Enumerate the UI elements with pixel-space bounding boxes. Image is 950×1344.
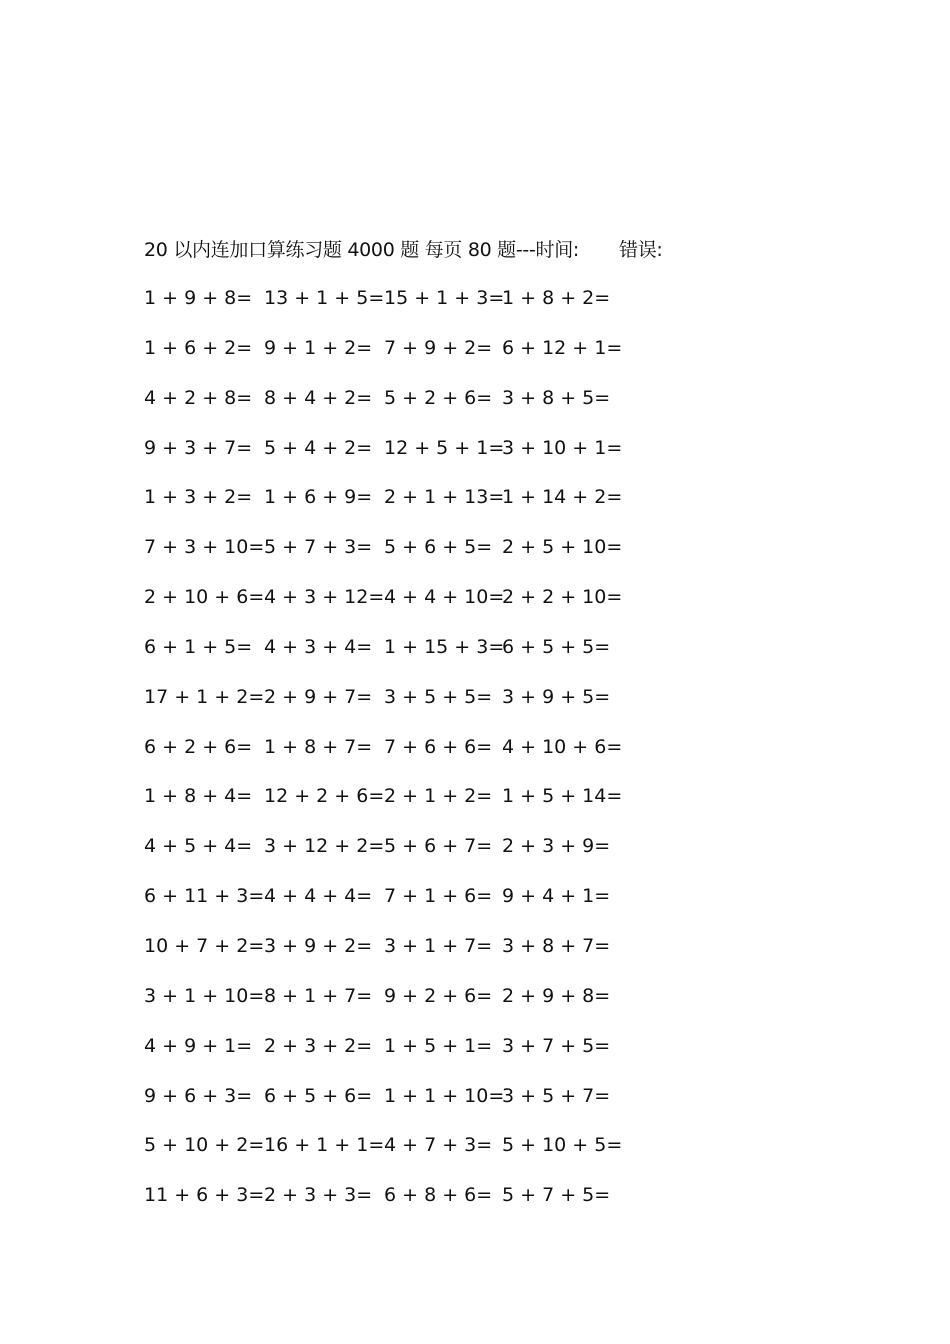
problem-item: 1 + 6 + 2= xyxy=(144,336,253,359)
problem-item: 6 + 2 + 6= xyxy=(144,735,253,758)
problem-item: 2 + 1 + 2= xyxy=(384,785,493,808)
problem-item: 6 + 12 + 1= xyxy=(502,336,623,359)
problem-item: 1 + 3 + 2= xyxy=(144,486,253,509)
problem-item: 1 + 8 + 2= xyxy=(502,287,611,309)
problem-item: 9 + 6 + 3= xyxy=(144,1084,253,1107)
problem-item: 9 + 1 + 2= xyxy=(264,336,373,359)
problem-item: 10 + 7 + 2= xyxy=(144,934,265,957)
problem-item: 3 + 8 + 7= xyxy=(502,934,611,957)
problem-row xyxy=(144,733,644,783)
problem-row xyxy=(144,434,644,484)
problem-item: 4 + 3 + 4= xyxy=(264,635,373,658)
problem-item: 3 + 1 + 7= xyxy=(384,934,493,957)
problem-item: 7 + 1 + 6= xyxy=(384,885,493,908)
problem-row xyxy=(144,284,644,334)
title-text: 20 以内连加口算练习题 4000 题 每页 80 题---时间: xyxy=(144,239,580,261)
problem-item: 6 + 1 + 5= xyxy=(144,635,253,658)
problem-item: 9 + 2 + 6= xyxy=(384,984,493,1007)
problem-item: 1 + 8 + 4= xyxy=(144,785,253,808)
problem-item: 3 + 8 + 5= xyxy=(502,386,611,409)
problem-item: 6 + 8 + 6= xyxy=(384,1184,493,1207)
problem-row xyxy=(144,932,644,982)
problem-item: 5 + 6 + 5= xyxy=(384,536,493,559)
problem-item: 2 + 3 + 3= xyxy=(264,1184,373,1207)
problem-item: 12 + 5 + 1= xyxy=(384,436,505,459)
problem-row xyxy=(144,1082,644,1132)
problem-item: 17 + 1 + 2= xyxy=(144,685,265,708)
problem-item: 3 + 5 + 7= xyxy=(502,1084,611,1107)
problem-item: 1 + 8 + 7= xyxy=(264,735,373,758)
problem-item: 5 + 10 + 2= xyxy=(144,1134,265,1157)
problem-item: 1 + 5 + 1= xyxy=(384,1034,493,1057)
problem-item: 4 + 2 + 8= xyxy=(144,386,253,409)
problem-item: 1 + 5 + 14= xyxy=(502,785,623,808)
problem-row xyxy=(144,882,644,932)
problem-item: 1 + 1 + 10= xyxy=(384,1084,505,1107)
problem-row xyxy=(144,832,644,882)
problem-item: 1 + 14 + 2= xyxy=(502,486,623,509)
problem-item: 6 + 11 + 3= xyxy=(144,885,265,908)
problem-item: 7 + 6 + 6= xyxy=(384,735,493,758)
problem-item: 7 + 3 + 10= xyxy=(144,536,265,559)
problem-item: 5 + 10 + 5= xyxy=(502,1134,623,1157)
problem-row xyxy=(144,683,644,733)
problem-item: 8 + 4 + 2= xyxy=(264,386,373,409)
problem-item: 2 + 3 + 9= xyxy=(502,835,611,858)
problem-item: 2 + 9 + 7= xyxy=(264,685,373,708)
problem-item: 2 + 2 + 10= xyxy=(502,586,623,609)
problem-item: 1 + 15 + 3= xyxy=(384,635,505,658)
problem-item: 2 + 10 + 6= xyxy=(144,586,265,609)
problem-item: 3 + 10 + 1= xyxy=(502,436,623,459)
problem-item: 4 + 3 + 12= xyxy=(264,586,385,609)
problem-item: 4 + 9 + 1= xyxy=(144,1034,253,1057)
problem-item: 2 + 9 + 8= xyxy=(502,984,611,1007)
problem-item: 5 + 4 + 2= xyxy=(264,436,373,459)
problem-row xyxy=(144,483,644,533)
problem-item: 4 + 7 + 3= xyxy=(384,1134,493,1157)
problem-item: 3 + 9 + 5= xyxy=(502,685,611,708)
problem-row xyxy=(144,533,644,583)
problem-item: 3 + 1 + 10= xyxy=(144,984,265,1007)
problem-item: 1 + 9 + 8= xyxy=(144,287,253,309)
problem-item: 4 + 10 + 6= xyxy=(502,735,623,758)
problem-item: 1 + 6 + 9= xyxy=(264,486,373,509)
problem-item: 12 + 2 + 6= xyxy=(264,785,385,808)
problem-item: 2 + 3 + 2= xyxy=(264,1034,373,1057)
problem-item: 8 + 1 + 7= xyxy=(264,984,373,1007)
problem-item: 5 + 6 + 7= xyxy=(384,835,493,858)
problem-row xyxy=(144,384,644,434)
problem-item: 7 + 9 + 2= xyxy=(384,336,493,359)
problem-grid xyxy=(144,284,644,1231)
problem-item: 15 + 1 + 3= xyxy=(384,287,505,309)
problem-item: 11 + 6 + 3= xyxy=(144,1184,265,1207)
problem-row xyxy=(144,1131,644,1181)
problem-item: 3 + 9 + 2= xyxy=(264,934,373,957)
problem-item: 6 + 5 + 6= xyxy=(264,1084,373,1107)
problem-row xyxy=(144,982,644,1032)
problem-item: 4 + 4 + 4= xyxy=(264,885,373,908)
problem-row xyxy=(144,1181,644,1231)
problem-item: 4 + 5 + 4= xyxy=(144,835,253,858)
problem-item: 6 + 5 + 5= xyxy=(502,635,611,658)
problem-item: 2 + 5 + 10= xyxy=(502,536,623,559)
problem-item: 3 + 5 + 5= xyxy=(384,685,493,708)
problem-item: 13 + 1 + 5= xyxy=(264,287,385,309)
error-label: 错误: xyxy=(619,239,663,261)
problem-row xyxy=(144,633,644,683)
problem-item: 5 + 7 + 5= xyxy=(502,1184,611,1207)
problem-item: 5 + 7 + 3= xyxy=(264,536,373,559)
problem-item: 3 + 7 + 5= xyxy=(502,1034,611,1057)
problem-row xyxy=(144,583,644,633)
problem-row xyxy=(144,782,644,832)
worksheet-title xyxy=(144,236,663,264)
problem-item: 3 + 12 + 2= xyxy=(264,835,385,858)
problem-item: 9 + 4 + 1= xyxy=(502,885,611,908)
problem-item: 5 + 2 + 6= xyxy=(384,386,493,409)
problem-item: 4 + 4 + 10= xyxy=(384,586,505,609)
problem-row xyxy=(144,334,644,384)
problem-item: 9 + 3 + 7= xyxy=(144,436,253,459)
problem-item: 16 + 1 + 1= xyxy=(264,1134,385,1157)
problem-row xyxy=(144,1032,644,1082)
problem-item: 2 + 1 + 13= xyxy=(384,486,505,509)
